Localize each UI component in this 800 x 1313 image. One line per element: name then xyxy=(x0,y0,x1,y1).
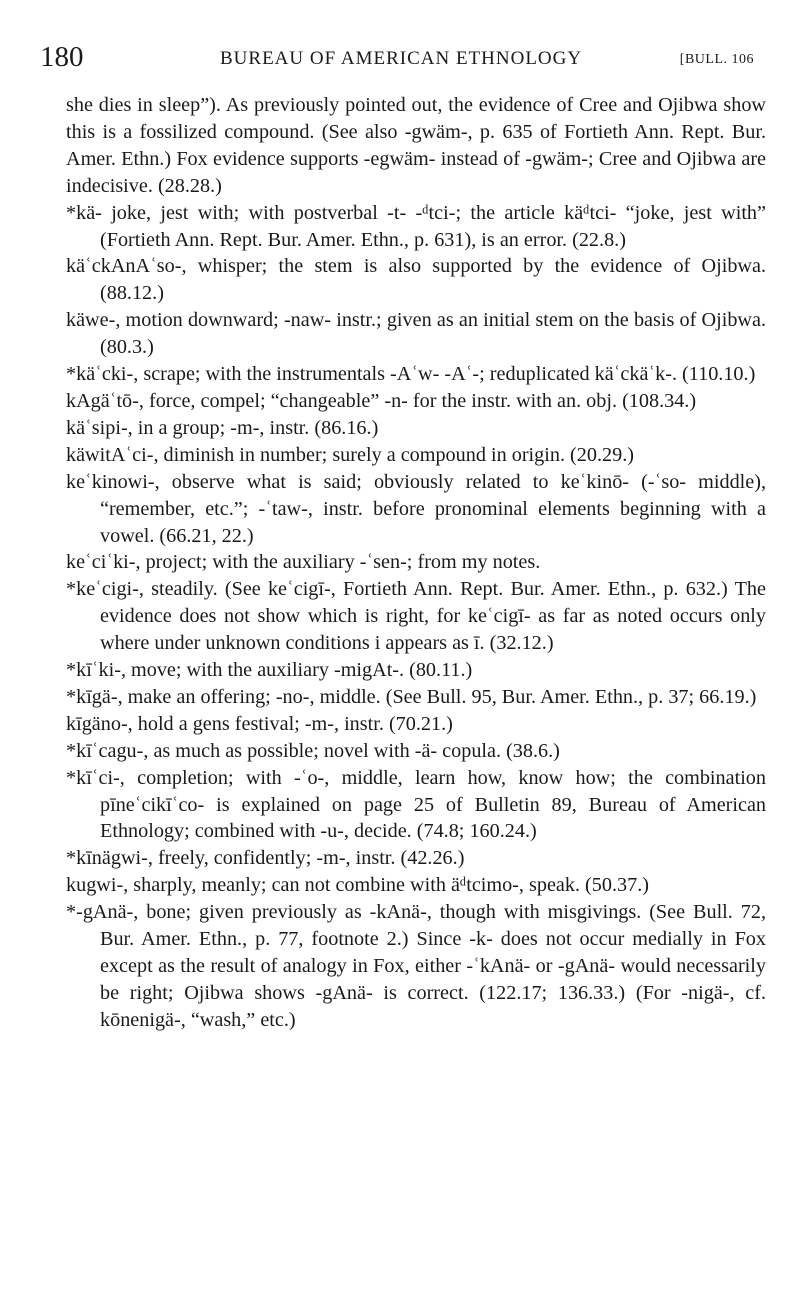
glossary-entry: keʿciʿki-, project; with the auxiliary -ʿsen-; from my notes. xyxy=(66,551,541,574)
glossary-entry: *käʿcki-, scrape; with the instrumentals -Aʿw- -Aʿ-; reduplicated käʿckäʿk-. (110.10.) xyxy=(66,363,756,386)
glossary-entry-continuation: she dies in sleep”). As previously pointed out, the evidence of Cree and Ojibwa show this is a fossilized compound. (See also -gwäm-, p. 635 of Fortieth Ann. Rept. Bur. Amer. Ethn.) Fox evidence supports -egwäm- instead of -gwäm-; Cree and Ojibwa are indecisive. (28.28.) xyxy=(66,94,766,197)
glossary-entry: kīgäno-, hold a gens festival; -m-, instr. (70.21.) xyxy=(66,712,453,735)
glossary-entry: keʿkinowi-, observe what is said; obviously related to keʿkinō- (-ʿso- middle), “remember, etc.”; -ʿtaw-, instr. before pronominal elements beginning with a vowel. (66.21, 22.) xyxy=(66,470,766,547)
glossary-entry: *kä- joke, jest with; with postverbal -t- -ᵈtci-; the article käᵈtci- “joke, jest with” (Fortieth Ann. Rept. Bur. Amer. Ethn., p. 631), is an error. (22.8.) xyxy=(66,201,766,251)
glossary-entry: *kīʿci-, completion; with -ʿo-, middle, learn how, know how; the combination pīneʿcikīʿco- is explained on page 25 of Bulletin 89, Bureau of American Ethnology; combined with -u-, decide. (74.8; 160.24.) xyxy=(66,766,766,843)
bulletin-reference: [BULL. 106 xyxy=(679,52,754,67)
glossary-entry: *kīʿcagu-, as much as possible; novel with -ä- copula. (38.6.) xyxy=(66,739,560,762)
page-number: 180 xyxy=(40,41,84,73)
running-head xyxy=(40,42,760,78)
glossary-entry: käwitAʿci-, diminish in number; surely a compound in origin. (20.29.) xyxy=(66,443,634,466)
journal-title: BUREAU OF AMERICAN ETHNOLOGY xyxy=(220,48,583,69)
glossary-entry: *keʿcigi-, steadily. (See keʿcigī-, Fortieth Ann. Rept. Bur. Amer. Ethn., p. 632.) The evidence does not show which is right, for keʿcigī- as far as noted occurs only where under unknown conditions i appears as ī. (32.12.) xyxy=(66,578,766,655)
glossary-entry: käʿckAnAʿso-, whisper; the stem is also supported by the evidence of Ojibwa. (88.12.) xyxy=(66,255,766,305)
glossary-entry: kAgäʿtō-, force, compel; “changeable” -n- for the instr. with an. obj. (108.34.) xyxy=(66,389,697,412)
glossary-entry: kugwi-, sharply, meanly; can not combine with äᵈtcimo-, speak. (50.37.) xyxy=(66,874,649,897)
glossary-entry: *kīʿki-, move; with the auxiliary -migAt-. (80.11.) xyxy=(66,659,473,682)
glossary-body xyxy=(66,92,766,1034)
glossary-entry: *kīnägwi-, freely, confidently; -m-, instr. (42.26.) xyxy=(66,847,465,870)
glossary-entry: *kīgä-, make an offering; -no-, middle. (See Bull. 95, Bur. Amer. Ethn., p. 37; 66.19.) xyxy=(66,685,757,708)
glossary-entry: käwe-, motion downward; -naw- instr.; given as an initial stem on the basis of Ojibwa. (80.3.) xyxy=(66,309,766,359)
glossary-entry: *-gAnä-, bone; given previously as -kAnä-, though with misgivings. (See Bull. 72, Bur. Amer. Ethn., p. 77, footnote 2.) Since -k- does not occur medially in Fox except as the result of analogy in Fox, either -ʿkAnä- or -gAnä- would necessarily be right; Ojibwa shows -gAnä- is correct. (122.17; 136.33.) (For -nigä-, cf. kōnenigä-, “wash,” etc.) xyxy=(66,901,766,1031)
glossary-entry: käʿsipi-, in a group; -m-, instr. (86.16.) xyxy=(66,416,379,439)
